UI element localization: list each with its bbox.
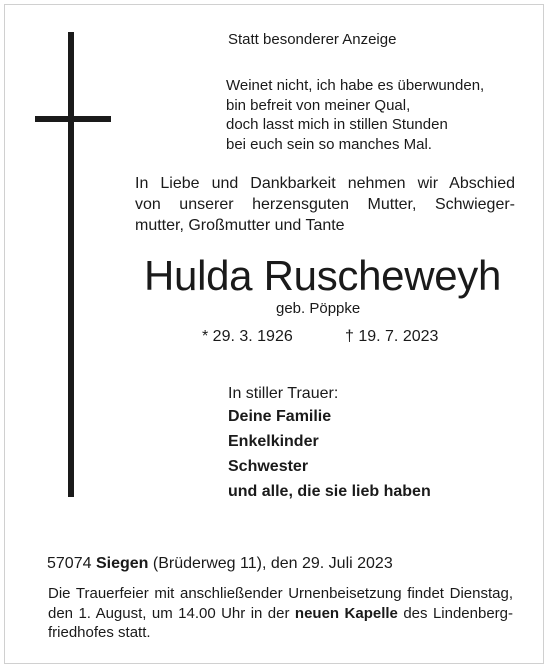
death-date: † 19. 7. 2023 — [345, 328, 439, 345]
mourner-line: Enkelkinder — [228, 433, 319, 450]
cross-icon-vertical-bar — [68, 32, 74, 497]
deceased-name: Hulda Ruscheweyh — [144, 252, 502, 299]
farewell-line: In Liebe und Dankbarkeit nehmen wir Abschied — [135, 175, 515, 192]
cross-icon-horizontal-bar — [35, 116, 111, 122]
poem-line: bin befreit von meiner Qual, — [226, 96, 411, 114]
mourner-line: und alle, die sie lieb haben — [228, 483, 431, 500]
poem-line: bei euch sein so manches Mal. — [226, 135, 432, 153]
funeral-line: friedhofes statt. — [48, 624, 151, 641]
funeral-info — [48, 584, 513, 643]
address-date: (Brüderweg 11), den 29. Juli 2023 — [152, 555, 393, 572]
farewell-line: mutter, Großmutter und Tante — [135, 217, 345, 234]
mourner-line: Schwester — [228, 458, 309, 475]
farewell-line: von unserer herzensguten Mutter, Schwieger- — [135, 196, 515, 213]
mourner-line: Deine Familie — [228, 408, 332, 425]
funeral-text: des Lindenberg- — [403, 604, 514, 622]
notice-heading: Statt besonderer Anzeige — [228, 31, 397, 48]
funeral-text: den 1. August, um 14.00 Uhr in der — [48, 604, 290, 622]
chapel-name: neuen Kapelle — [294, 604, 398, 622]
farewell-text — [135, 173, 515, 236]
funeral-line — [48, 604, 513, 624]
city: Siegen — [95, 555, 149, 572]
maiden-name: geb. Pöppke — [276, 300, 361, 317]
birth-date: * 29. 3. 1926 — [202, 328, 293, 345]
poem — [226, 76, 484, 154]
place-date-line — [47, 555, 393, 573]
poem-line: doch lasst mich in stillen Stunden — [226, 116, 448, 133]
zip-code: 57074 — [47, 555, 92, 572]
funeral-line: Die Trauerfeier mit anschließender Urnenbeisetzung findet Dienstag, — [48, 585, 513, 602]
poem-line: Weinet nicht, ich habe es überwunden, — [226, 77, 485, 94]
mourners-intro: In stiller Trauer: — [228, 385, 339, 402]
